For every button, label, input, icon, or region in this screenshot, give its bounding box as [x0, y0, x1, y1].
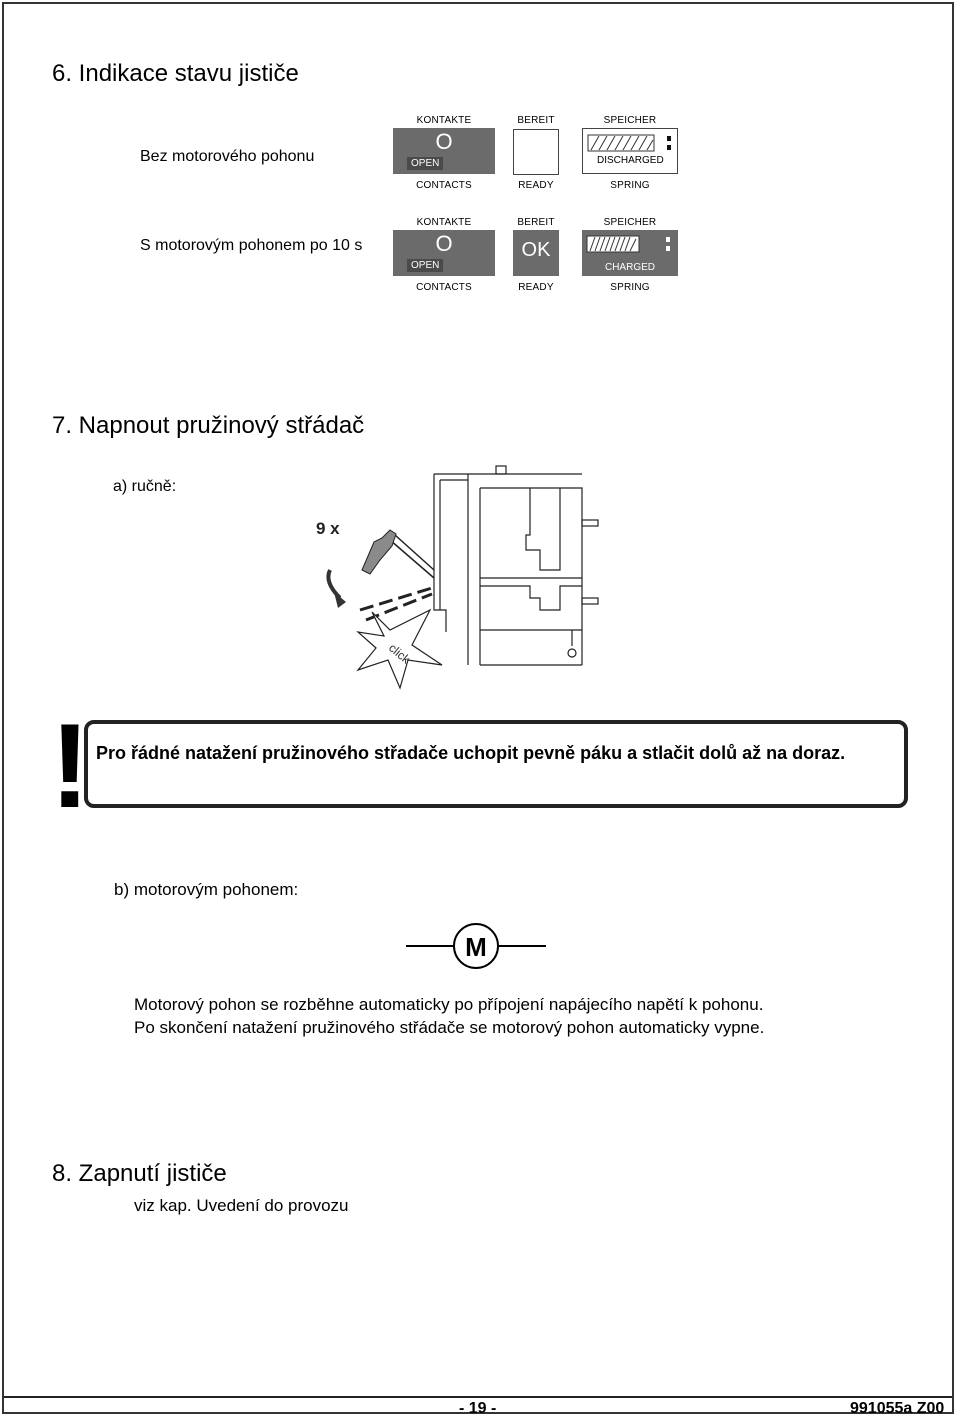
spring-coil-icon	[587, 134, 673, 152]
ready-bottom-label: READY	[518, 180, 554, 191]
warning-text: Pro řádné natažení pružinového střadače uchopit pevně páku a stlačit dolů až na doraz.	[96, 743, 846, 763]
document-id: 991055a Z00	[850, 1400, 945, 1417]
ready-top-label: BEREIT	[517, 217, 555, 228]
contacts-tag: OPEN	[407, 259, 443, 272]
spring-indicator-1	[582, 115, 678, 191]
spring-state: DISCHARGED	[593, 154, 668, 167]
spring-window	[582, 230, 678, 276]
manual-label: a) ručně:	[113, 478, 177, 495]
ready-window	[513, 230, 559, 276]
contacts-symbol: O	[435, 231, 453, 256]
contacts-tag: OPEN	[407, 157, 443, 170]
contacts-window	[393, 230, 495, 276]
ready-symbol: OK	[521, 239, 551, 261]
motor-text-1: Motorový pohon se rozběhne automaticky po přípojení napájecího napětí k pohonu.	[134, 995, 764, 1014]
motor-symbol	[406, 920, 546, 972]
footer-rule	[4, 1396, 952, 1398]
warning-icon: !	[50, 699, 90, 833]
row-2-label: S motorovým pohonem po 10 s	[140, 237, 363, 254]
spring-window	[582, 128, 678, 174]
contacts-top-label: KONTAKTE	[416, 115, 472, 126]
spring-top-label: SPEICHER	[603, 217, 657, 228]
motor-letter: M	[465, 932, 487, 962]
breaker-drawing	[300, 460, 620, 695]
repeat-count-label: 9 x	[316, 519, 340, 538]
ready-indicator-2	[513, 217, 559, 293]
section-8-title: 8. Zapnutí jističe	[52, 1160, 227, 1187]
page-number: - 19 -	[459, 1400, 497, 1417]
contacts-window	[393, 128, 495, 174]
contacts-symbol: O	[435, 129, 453, 154]
hand-icon	[362, 530, 396, 574]
contacts-bottom-label: CONTACTS	[416, 180, 472, 191]
ready-window	[513, 129, 559, 175]
spring-top-label: SPEICHER	[603, 115, 657, 126]
section-8-text: viz kap. Uvedení do provozu	[134, 1196, 349, 1215]
section-7-title: 7. Napnout pružinový střádač	[52, 412, 365, 439]
ready-indicator-1	[513, 115, 559, 191]
ready-top-label: BEREIT	[517, 115, 555, 126]
motor-label: b) motorovým pohonem:	[114, 880, 299, 899]
contacts-bottom-label: CONTACTS	[416, 282, 472, 293]
spring-coil-icon	[586, 235, 672, 253]
contacts-indicator-1	[393, 115, 495, 191]
section-6-title: 6. Indikace stavu jističe	[52, 60, 299, 87]
spring-bottom-label: SPRING	[610, 180, 650, 191]
click-label: click	[386, 640, 413, 667]
ready-bottom-label: READY	[518, 282, 554, 293]
spring-bottom-label: SPRING	[610, 282, 650, 293]
contacts-indicator-2	[393, 217, 495, 293]
contacts-top-label: KONTAKTE	[416, 217, 472, 228]
rotation-arrow-icon	[328, 570, 340, 598]
motor-text-2: Po skončení natažení pružinového střádače se motorový pohon automaticky vypne.	[134, 1018, 765, 1037]
spring-indicator-2	[582, 217, 678, 293]
row-1-label: Bez motorového pohonu	[140, 148, 315, 165]
spring-state: CHARGED	[604, 262, 655, 273]
